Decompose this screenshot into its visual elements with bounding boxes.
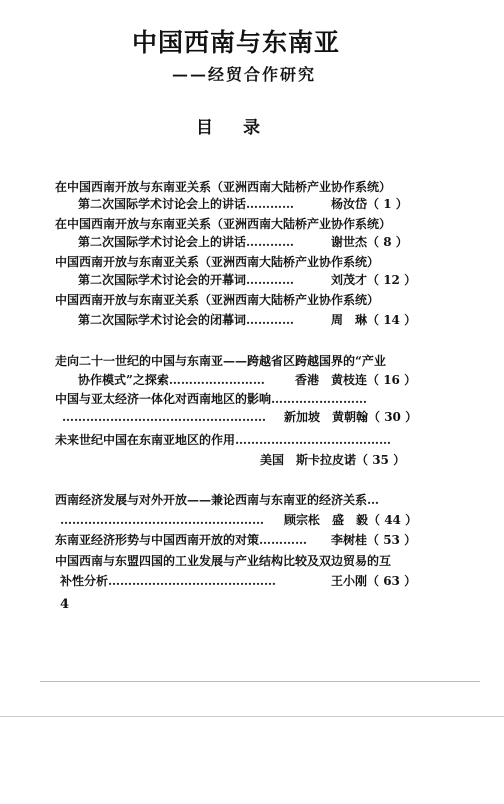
toc-entry-author-page: [331, 234, 408, 250]
toc-entry-title-text: 东南亚经济形势与中国西南开放的对策: [55, 533, 260, 547]
toc-entry-continuation[interactable]: [78, 234, 294, 250]
toc-entry-author: 杨汝岱: [331, 197, 368, 211]
toc-entry-author: 香港 黄枝连: [295, 373, 368, 387]
dot-leader: …………: [246, 313, 295, 327]
toc-entry-continuation[interactable]: [62, 409, 266, 425]
toc-entry-author: 美国 斯卡拉皮诺: [260, 453, 357, 467]
toc-entry-page: （ 14 ）: [367, 313, 417, 327]
toc-entry-page: （ 35 ）: [356, 453, 406, 467]
dot-leader: ……………………: [271, 392, 368, 406]
toc-entry-continuation[interactable]: [60, 573, 276, 589]
toc-entry-author: 李树桂: [331, 533, 368, 547]
book-subtitle: ——经贸合作研究: [172, 65, 317, 84]
dot-leader: …………: [246, 273, 295, 287]
toc-entry-author-page: [260, 452, 405, 468]
book-title: 中国西南与东南亚: [132, 28, 341, 57]
toc-entry-page: （ 16 ）: [367, 373, 417, 387]
scan-edge-line: [40, 681, 480, 682]
toc-entry-title-cont: 协作模式”之探索: [78, 373, 169, 387]
toc-entry-title-cont: 补性分析: [60, 574, 109, 588]
toc-heading-char-2: 录: [243, 118, 260, 138]
toc-entry-page: （ 8 ）: [367, 235, 408, 249]
toc-entry-title[interactable]: [55, 391, 367, 407]
toc-entry-author-page: [331, 196, 408, 212]
dot-leader: ……………………: [168, 373, 265, 387]
toc-entry-title[interactable]: 在中国西南开放与东南亚关系（亚洲西南大陆桥产业协作系统）: [55, 217, 392, 231]
toc-entry-title[interactable]: 中国西南开放与东南亚关系（亚洲西南大陆桥产业协作系统）: [55, 255, 380, 269]
dot-leader: …………: [246, 235, 295, 249]
toc-entry-continuation[interactable]: [60, 512, 264, 528]
toc-entry-author-page: [331, 532, 416, 548]
toc-entry-title[interactable]: [55, 532, 307, 548]
toc-entry-continuation[interactable]: [78, 196, 294, 212]
toc-entry-author-page: [331, 573, 416, 589]
toc-entry-title-text: 西南经济发展与对外开放——兼论西南与东南亚的经济关系: [55, 493, 368, 507]
toc-entry-continuation[interactable]: [78, 312, 294, 328]
toc-entry-author-page: [331, 312, 416, 328]
toc-entry-title-cont: 第二次国际学术讨论会上的讲话: [78, 197, 247, 211]
dot-leader: …………: [246, 197, 295, 211]
toc-heading: [196, 117, 260, 139]
toc-entry-author-page: [284, 512, 417, 528]
toc-entry-page: （ 53 ）: [367, 533, 417, 547]
toc-entry-title[interactable]: 走向二十一世纪的中国与东南亚——跨越省区跨越国界的“产业: [55, 354, 386, 368]
toc-entry-title[interactable]: 在中国西南开放与东南亚关系（亚洲西南大陆桥产业协作系统）: [55, 180, 392, 194]
toc-entry-continuation[interactable]: [78, 372, 265, 388]
dot-leader: …………………………………: [235, 433, 392, 447]
toc-entry-author-page: [331, 272, 416, 288]
toc-entry-author-page: [295, 372, 416, 388]
toc-entry-title-text: 中国与亚太经济一体化对西南地区的影响: [55, 392, 272, 406]
toc-entry-author: 顾宗枨 盛 毅: [284, 513, 369, 527]
toc-entry-author: 刘茂才: [331, 273, 368, 287]
toc-entry-title-cont: 第二次国际学术讨论会上的讲话: [78, 235, 247, 249]
toc-entry-author: 新加坡 黄朝翰: [284, 410, 369, 424]
dot-leader: ……………………………………………: [62, 410, 266, 424]
toc-entry-page: （ 12 ）: [367, 273, 417, 287]
toc-entry-author: 王小刚: [331, 574, 368, 588]
toc-entry-title-text: 未来世纪中国在东南亚地区的作用: [55, 433, 236, 447]
toc-entry-page: （ 44 ）: [368, 513, 418, 527]
dot-leader: ……………………………………: [108, 574, 277, 588]
dot-leader: …………: [259, 533, 308, 547]
toc-entry-author: 谢世杰: [331, 235, 368, 249]
toc-heading-char-1: 目: [196, 118, 213, 138]
toc-entry-title[interactable]: 中国西南开放与东南亚关系（亚洲西南大陆桥产业协作系统）: [55, 293, 380, 307]
toc-entry-author-page: [284, 409, 417, 425]
toc-entry-page: （ 30 ）: [368, 410, 418, 424]
page-number: 4: [60, 597, 70, 612]
toc-entry-title-cont: 第二次国际学术讨论会的闭幕词: [78, 313, 247, 327]
toc-entry-title[interactable]: [55, 492, 379, 508]
dot-leader: …: [367, 493, 380, 507]
toc-entry-title[interactable]: 中国西南与东盟四国的工业发展与产业结构比较及双边贸易的互: [55, 554, 392, 568]
scan-edge-line: [0, 716, 504, 717]
toc-entry-page: （ 1 ）: [367, 197, 408, 211]
dot-leader: ……………………………………………: [60, 513, 264, 527]
toc-entry-page: （ 63 ）: [367, 574, 417, 588]
toc-entry-continuation[interactable]: [78, 272, 294, 288]
toc-entry-author: 周 琳: [331, 313, 368, 327]
toc-entry-title[interactable]: [55, 432, 391, 448]
toc-entry-title-cont: 第二次国际学术讨论会的开幕词: [78, 273, 247, 287]
